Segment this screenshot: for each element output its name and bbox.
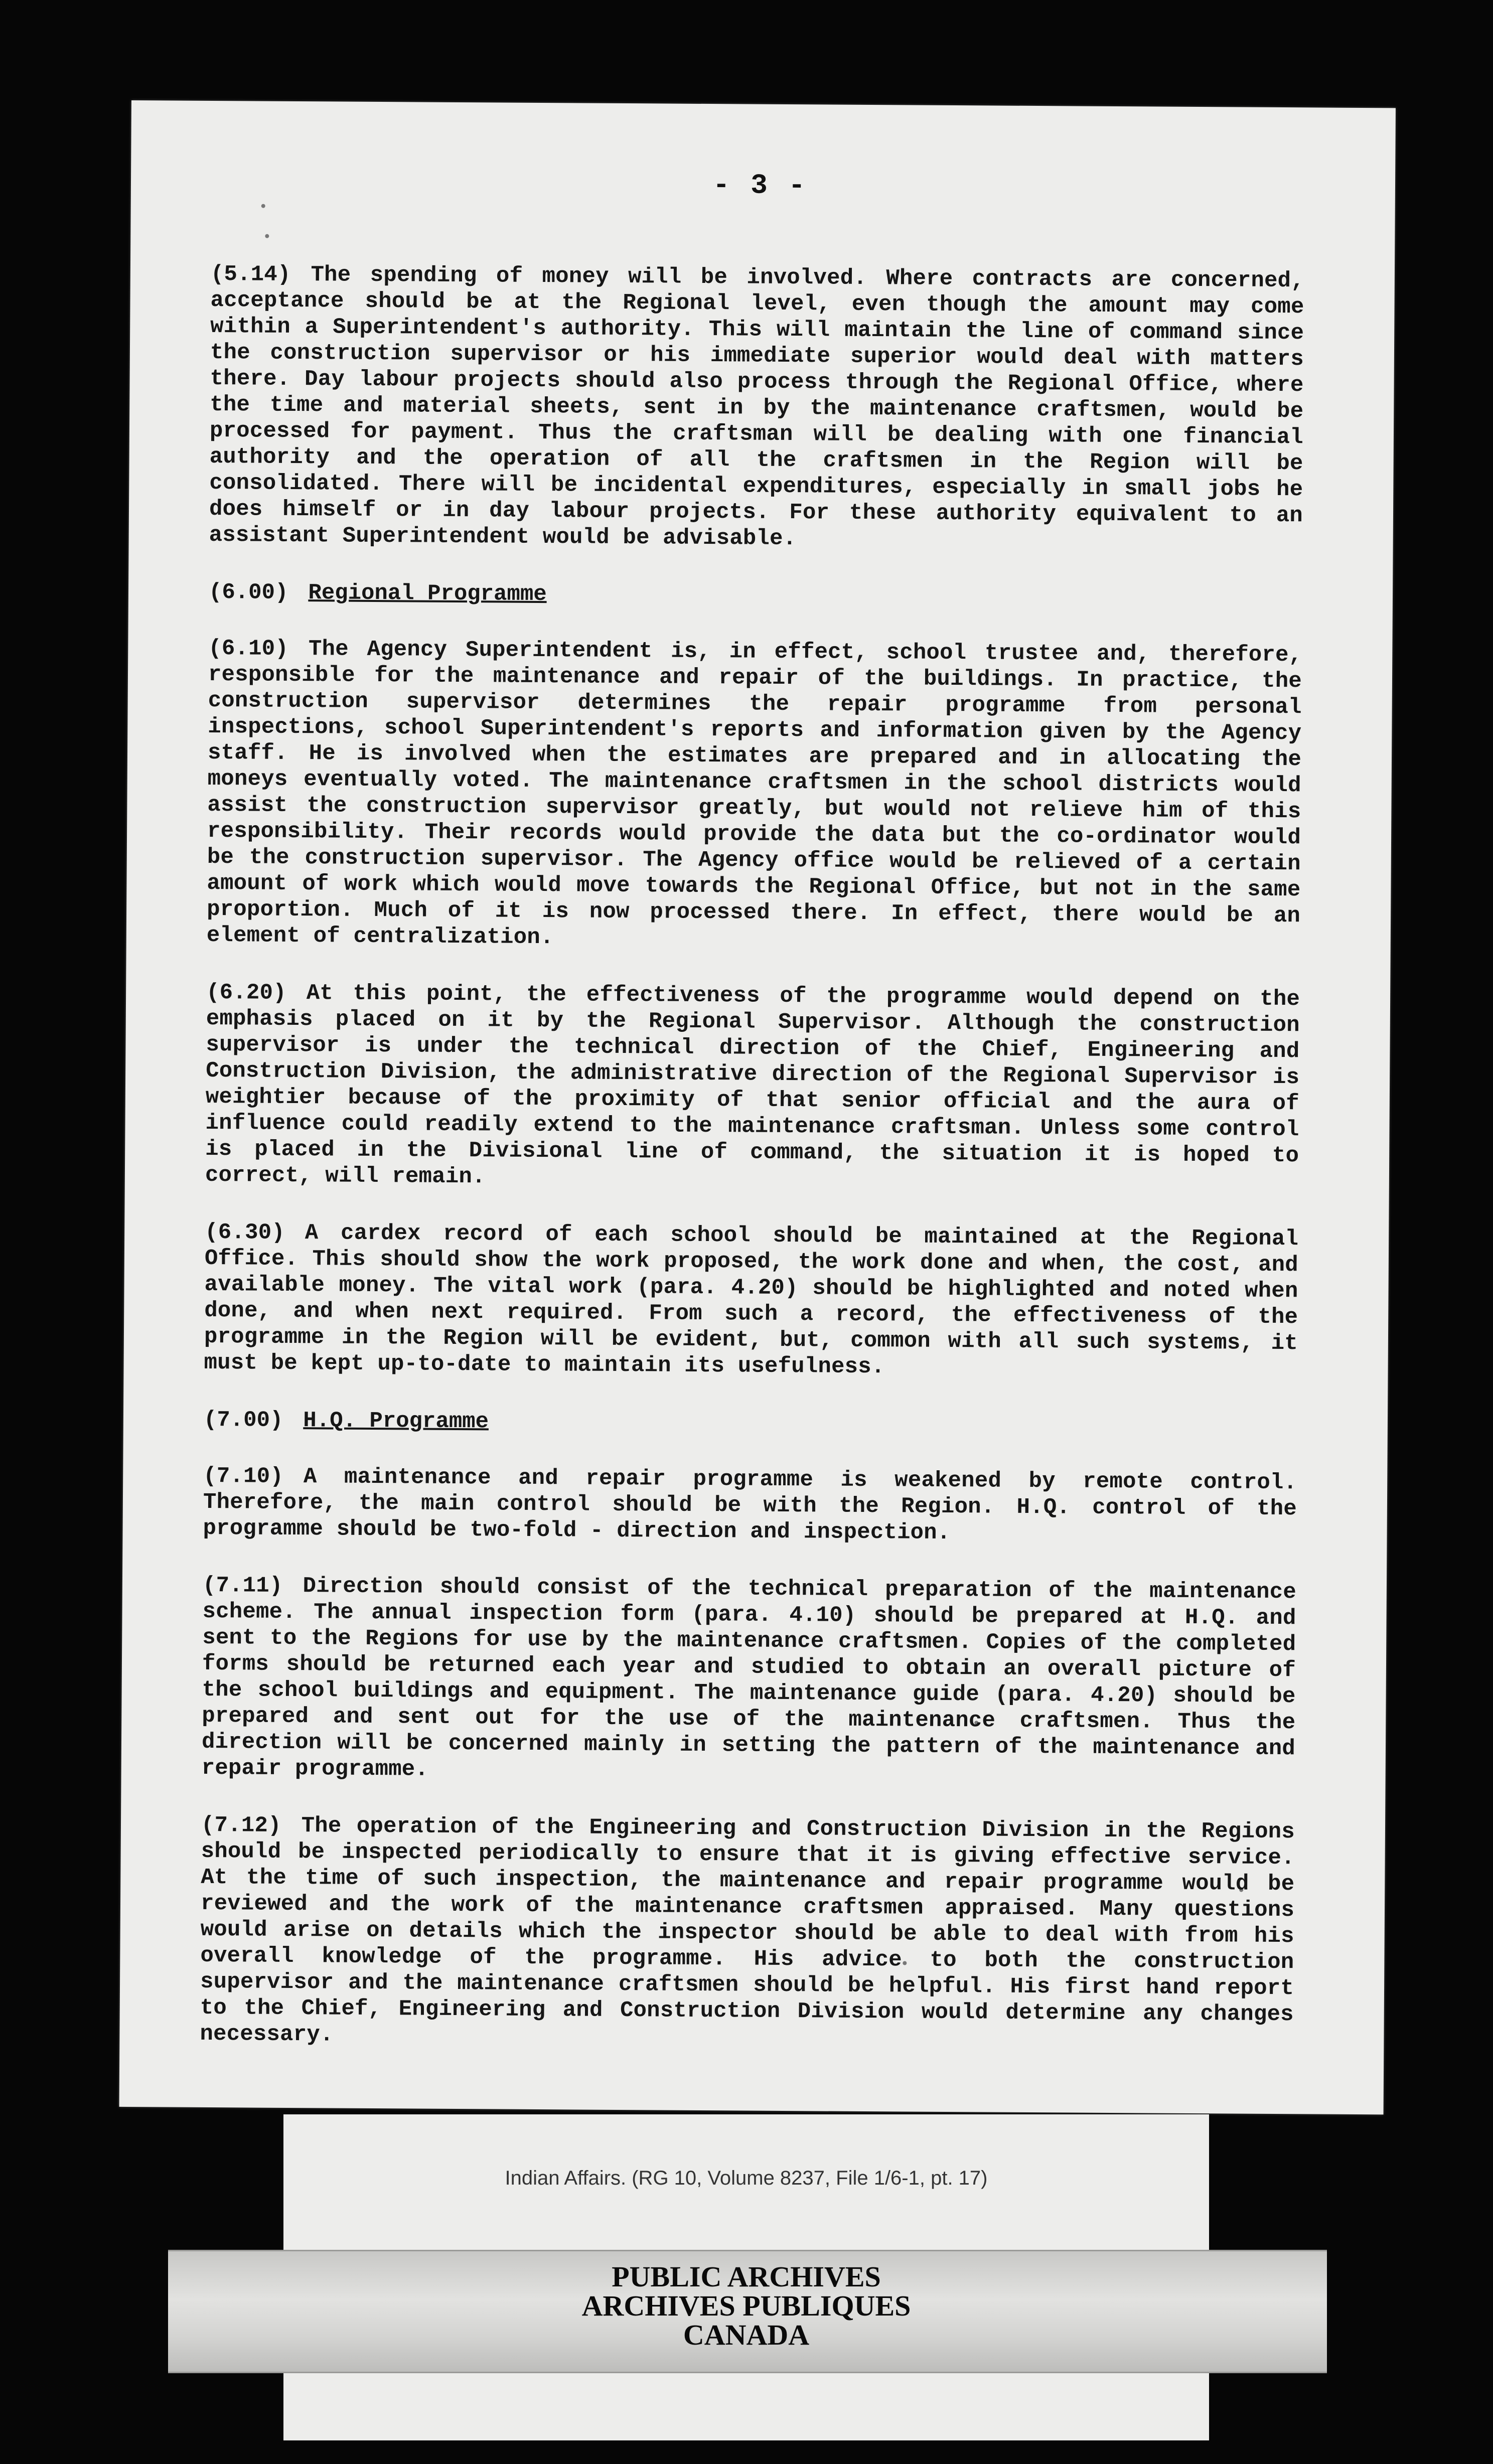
paragraph-number: (7.10) (203, 1463, 284, 1489)
paragraph-text: A maintenance and repair programme is weakened by remote control. Therefore, the main control should be with the Region. H.Q. control of the programme should be two-fold - direction and inspection. (203, 1464, 1297, 1546)
paragraph-text: The operation of the Engineering and Construction Division in the Regions should be inspected periodically to ensure that it is giving effective service. At the time of such inspection, the maintenance and repair programme would be reviewed and the work of the maintenance craftsmen appraised. Many questions would arise on details which the inspector should be able to deal with from his overall knowledge of the programme. His advice to both the construction supervisor and the maintenance craftsmen should be helpful. His first hand report to the Chief, Engineering and Construction Division would determine any changes necessary. (200, 1813, 1295, 2048)
paragraph-number: (5.14) (210, 261, 291, 287)
paragraph-text: A cardex record of each school should be maintained at the Regional Office. This should show the work proposed, the work done and when, the cost, and available money. The vital work (para. 4.20) should be highlighted and noted when done, and when next required. From such a record, the effectiveness of the programme in the Region will be evident, but, common with all such systems, it must be kept up-to-date to maintain its usefulness. (204, 1220, 1299, 1380)
paragraph-7-12 (200, 1812, 1295, 2054)
stamp-line-1: PUBLIC ARCHIVES (612, 2260, 881, 2293)
paragraph-7-11 (202, 1573, 1297, 1788)
paragraph-text: The Agency Superintendent is, in effect, school trustee and, therefore, responsible for the maintenance and repair of the buildings. In practice, the construction supervisor determines the repair programme from personal inspections, school Superintendent's reports and information given by the Agency staff. He is involved when the estimates are prepared and in allocating the moneys eventually voted. The maintenance craftsmen in the school districts would assist the construction supervisor greatly, but would not relieve him of this responsibility. Their records would provide the data but the co-ordinator would be the construction supervisor. The Agency office would be relieved of a certain amount of work which would move towards the Regional Office, but not in the same proportion. Much of it is now processed there. In effect, there would be an element of centralization. (206, 637, 1302, 951)
paragraph-7-10 (203, 1463, 1297, 1548)
section-heading-7-00 (204, 1407, 1297, 1440)
stamp-line-2: ARCHIVES PUBLIQUES (581, 2289, 911, 2322)
paragraph-5-14 (209, 261, 1304, 555)
page-number: - 3 - (712, 169, 808, 202)
archive-stamp (283, 2262, 1209, 2350)
document-page (119, 100, 1396, 2114)
paragraph-6-20 (205, 980, 1300, 1195)
paragraph-number: (7.12) (201, 1812, 281, 1838)
paragraph-number: (6.10) (208, 636, 289, 662)
section-number: (6.00) (208, 579, 288, 605)
section-title: H.Q. Programme (303, 1408, 489, 1435)
section-heading-6-00 (209, 579, 1302, 612)
paragraph-number: (7.11) (202, 1573, 283, 1599)
paper-specks (131, 100, 1396, 108)
stamp-line-3: CANADA (683, 2319, 810, 2351)
paragraph-number: (6.30) (205, 1219, 285, 1246)
paragraph-number: (6.20) (206, 980, 286, 1006)
paragraph-text: At this point, the effectiveness of the programme would depend on the emphasis placed on it by the Regional Supervisor. Although the construction supervisor is under the technical direction of the Chief, Engineering and Construction Division, the administrative direction of the Regional Supervisor is weightier because of the proximity of that senior official and the aura of influence could readily extend to the maintenance craftsman. Unless some control is placed in the Divisional line of command, the situation it is hoped to correct, will remain. (205, 981, 1300, 1190)
paragraph-text: The spending of money will be involved. Where contracts are concerned, acceptance should be at the Regional level, even though the amount may come within a Superintendent's authority. This will maintain the line of command since the construction supervisor or his immediate superior would deal with matters there. Day labour projects should also process through the Regional Office, where the time and material sheets, sent in by the maintenance craftsmen, would be processed for payment. Thus the craftsman will be dealing with one financial authority and the operation of all the craftsmen in the Region will be consolidated. There will be incidental expenditures, especially in small jobs he does himself or in day labour projects. For these authority equivalent to an assistant Superintendent would be advisable. (209, 262, 1304, 552)
archive-citation: Indian Affairs. (RG 10, Volume 8237, File 1/6-1, pt. 17) (505, 2167, 988, 2189)
paragraph-6-30 (204, 1219, 1298, 1382)
section-title: Regional Programme (308, 580, 547, 607)
body-text (200, 261, 1304, 2085)
archive-label (283, 2114, 1209, 2440)
paragraph-6-10 (207, 636, 1302, 955)
paragraph-text: Direction should consist of the technical preparation of the maintenance scheme. The annual inspection form (para. 4.10) should be prepared at H.Q. and sent to the Regions for use by the maintenance craftsmen. Copies of the completed forms should be returned each year and studied to obtain an overall picture of the school buildings and equipment. The maintenance guide (para. 4.20) should be prepared and sent out for the use of the maintenance craftsmen. Thus the direction will be concerned mainly in setting the pattern of the maintenance and repair programme. (201, 1574, 1297, 1782)
section-number: (7.00) (203, 1407, 283, 1433)
